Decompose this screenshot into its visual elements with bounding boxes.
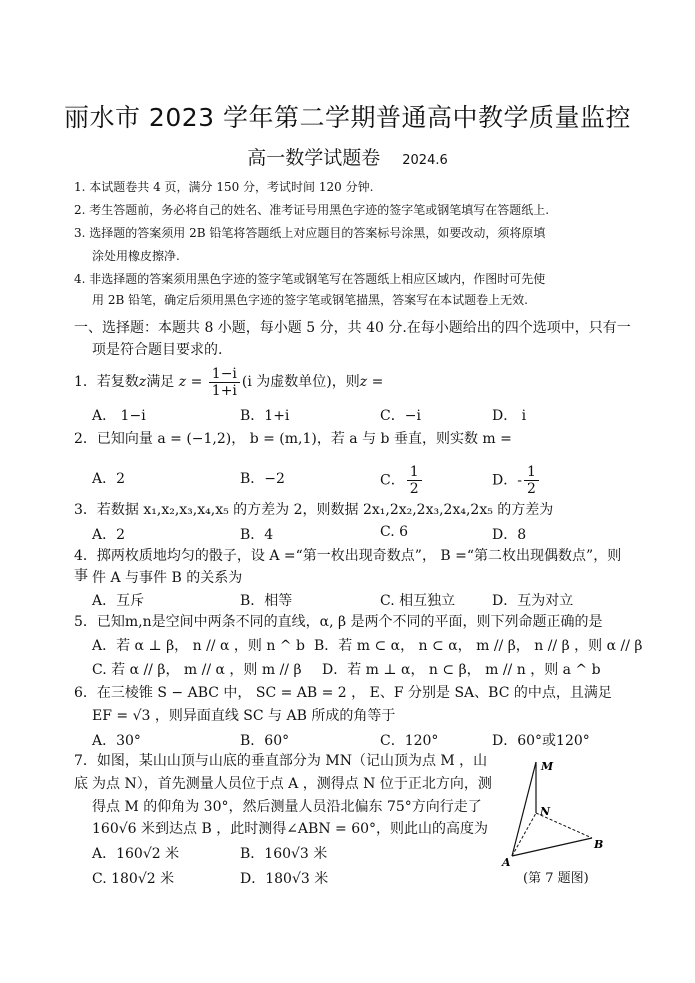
option-d: D．180√3 米	[240, 871, 329, 887]
q4-options	[92, 590, 652, 610]
note-line: 2. 考生答题前，务必将自己的姓名、准考证号用黑色字迹的签字笔或钢笔填写在答题纸上.	[74, 203, 550, 217]
option-b: B．160√3 米	[240, 846, 328, 862]
option-c: C． $\frac{1}{2}$	[380, 464, 424, 497]
option-c: C. 180√2 米	[92, 871, 175, 887]
option-c: C. 若 α // β， m // α ，则 m // β	[92, 662, 302, 678]
exam-date: 2024.6	[402, 153, 448, 168]
option-a: A．互斥	[92, 593, 145, 609]
option-d: D．60°或120°	[492, 733, 590, 749]
note-line: 3. 选择题的答案须用 2B 铅笔将答题纸上对应题目的答案标号涂黑，如要改动，须将原填	[74, 226, 546, 240]
q1-options	[92, 405, 652, 425]
line-ma	[512, 762, 536, 856]
line-an	[512, 813, 536, 856]
line-ab	[512, 838, 592, 856]
page-title: 丽水市 2023 学年第二学期普通高中教学质量监控	[63, 103, 632, 132]
subtitle-text: 高一数学试题卷	[247, 147, 381, 169]
question-3: 3．若数据 x₁,x₂,x₃,x₄,x₅ 的方差为 2，则数据 2x₁,2x₂,2x₃,2x₄,2x₅ 的方差为	[74, 502, 554, 518]
section-heading: 一、选择题：本题共 8 小题，每小题 5 分，共 40 分.在每小题给出的四个选项中，只有一	[74, 320, 631, 336]
label-m: M	[541, 760, 554, 773]
option-a: A．2	[92, 527, 126, 543]
question-2: 2．已知向量 a = (−1,2)， b = (m,1)，若 a 与 b 垂直，则实数 m =	[74, 431, 512, 447]
option-c: C. 相互独立	[380, 593, 456, 609]
note-line: 1. 本试题卷共 4 页，满分 150 分，考试时间 120 分钟.	[74, 180, 374, 194]
question-4-line1: 4．掷两枚质地均匀的骰子，设 A =“第一枚出现奇数点”， B =“第二枚出现偶数点”，则事	[74, 548, 622, 584]
note-line: 用 2B 铅笔，确定后须用黑色字迹的签字笔或钢笔描黑，答案写在本试题卷上无效.	[92, 293, 528, 307]
option-b: B．4	[240, 527, 274, 543]
option-a: A．2	[92, 471, 126, 487]
note-line: 涂处用橡皮擦净.	[92, 249, 180, 263]
question-7-line4: 160√6 米到达点 B ，此时测得∠ABN = 60°，则此山的高度为	[92, 821, 489, 837]
q3-options	[92, 524, 652, 544]
q6-options	[92, 730, 652, 750]
question-7-line3: 得点 M 的仰角为 30°，然后测量人员沿北偏东 75°方向行走了	[92, 799, 482, 815]
option-b: B．相等	[240, 593, 293, 609]
question-7-line1: 7．如图，某山山顶与山底的垂直部分为 MN（记山顶为点 M ，山底	[74, 753, 488, 792]
figure-caption: (第 7 题图)	[523, 871, 589, 886]
page-subtitle	[0, 143, 695, 170]
q2-options	[92, 464, 652, 497]
option-c: C．120°	[380, 733, 439, 749]
option-d: D．8	[492, 527, 527, 543]
option-a: A．30°	[92, 733, 141, 749]
option-c: C．−i	[380, 408, 421, 424]
option-d: D．- $\frac{1}{2}$	[492, 464, 541, 497]
question-6-line2: EF = √3 ，则异面直线 SC 与 AB 所成的角等于	[92, 708, 396, 724]
option-d: D．若 m ⊥ α， n ⊂ β， m // n ，则 a ^ b	[322, 662, 601, 678]
label-b: B	[594, 838, 604, 851]
option-a: A． 1−i	[92, 408, 146, 424]
question-6-line1: 6．在三棱锥 S − ABC 中， SC = AB = 2 ， E、F 分别是 SA、BC 的中点，且满足	[74, 685, 612, 701]
option-a: A．160√2 米	[92, 846, 180, 862]
q1-fraction: $\frac{1-i}{1+i}$	[209, 366, 240, 399]
option-b: B．若 m ⊂ α， n ⊂ α， m // β， n // β ，则 α // β	[314, 638, 643, 654]
question-4-line2: 件 A 与事件 B 的关系为	[92, 570, 243, 586]
option-c: C. 6	[380, 524, 409, 540]
option-b: B．1+i	[240, 408, 290, 424]
option-b: B．−2	[240, 471, 285, 487]
option-a: A．若 α ⊥ β， n // α ，则 n ^ b	[92, 638, 305, 654]
question-1: 1．若复数z满足 z = $\frac{1-i}{1+i}$ (i 为虚数单位)，则z =	[74, 365, 384, 399]
question-5: 5．已知m,n是空间中两条不同的直线，α, β 是两个不同的平面，则下列命题正确的是	[74, 614, 603, 630]
label-a: A	[502, 856, 511, 868]
question-7-line2: 为点 N），首先测量人员位于点 A ，测得点 N 位于正北方向，测	[92, 776, 492, 792]
option-d: D． i	[492, 408, 527, 424]
label-n: N	[540, 805, 551, 818]
note-line: 4. 非选择题的答案须用黑色字迹的签字笔或钢笔写在答题纸上相应区域内，作图时可先使	[74, 272, 546, 286]
q7-figure	[498, 758, 618, 868]
option-d: D．互为对立	[492, 593, 574, 609]
section-heading-cont: 项是符合题目要求的.	[92, 342, 223, 358]
option-b: B．60°	[240, 733, 290, 749]
